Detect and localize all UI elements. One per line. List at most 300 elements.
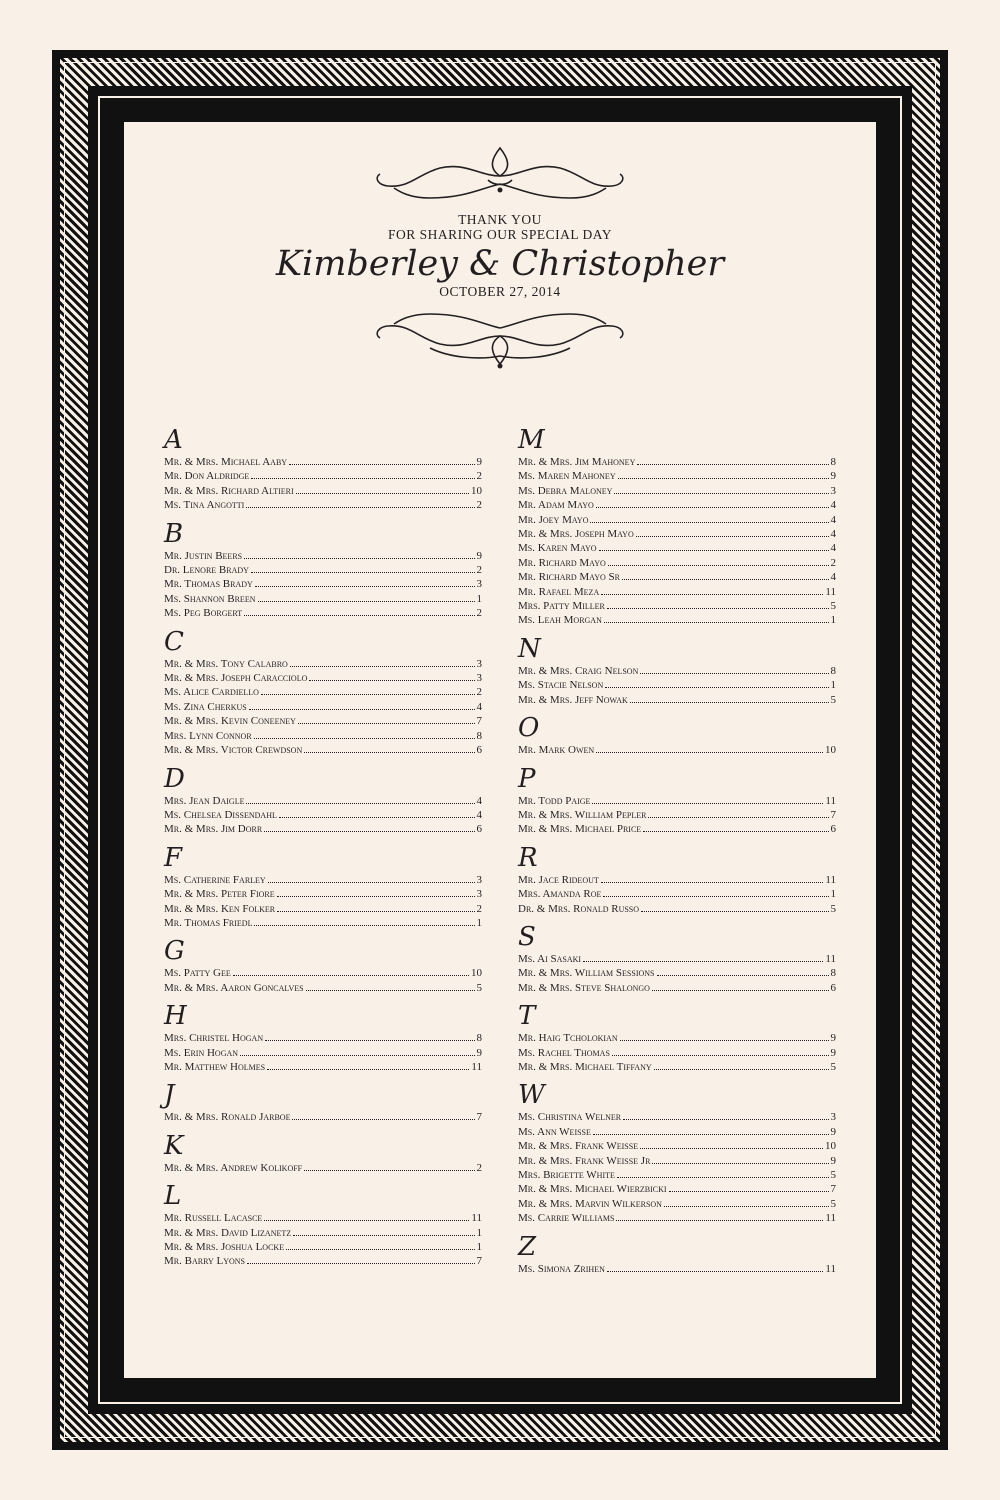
guest-name: Mr. & Mrs. Ken Folker [164, 902, 276, 915]
table-number: 5 [476, 981, 482, 994]
dot-leader [240, 1046, 474, 1056]
letter-section [164, 519, 482, 621]
table-number: 9 [830, 1032, 836, 1045]
letter-section [164, 764, 482, 837]
guest-entry [518, 952, 836, 966]
guest-entry [518, 873, 836, 887]
table-number: 4 [476, 794, 482, 807]
dot-leader [289, 455, 474, 465]
dot-leader [640, 1139, 823, 1149]
table-number: 5 [830, 693, 836, 706]
guest-entry [518, 678, 836, 692]
dot-leader [246, 794, 474, 804]
dot-leader [614, 484, 828, 494]
guest-entry [518, 484, 836, 498]
table-number: 3 [476, 888, 482, 901]
guest-name: Ms. Stacie Nelson [518, 679, 604, 692]
guest-entry [518, 902, 836, 916]
guest-name: Mr. & Mrs. Tony Calabro [164, 657, 288, 670]
letter-section [164, 425, 482, 513]
table-number: 7 [476, 1111, 482, 1124]
table-number: 9 [476, 549, 482, 562]
dot-leader [657, 966, 829, 976]
table-number: 6 [476, 744, 482, 757]
table-number: 5 [830, 1060, 836, 1073]
guest-entry [518, 1197, 836, 1211]
guest-name: Mrs. Brigette White [518, 1169, 615, 1181]
section-letter: J [164, 1080, 175, 1111]
table-number: 3 [476, 873, 482, 886]
table-number: 8 [476, 1032, 482, 1045]
dot-leader [607, 599, 829, 609]
section-letter: S [518, 921, 536, 952]
table-number: 11 [825, 952, 836, 965]
header [124, 140, 876, 410]
letter-section [164, 1131, 482, 1175]
dot-leader [277, 887, 475, 897]
section-letter: W [518, 1080, 545, 1111]
table-number: 3 [476, 578, 482, 591]
dot-leader [251, 563, 475, 573]
guest-name: Mr. Jace Rideout [518, 873, 599, 886]
table-number: 7 [476, 1255, 482, 1268]
guest-name: Mr. Barry Lyons [164, 1255, 245, 1268]
guest-name: Mr. & Mrs. Michael Aaby [164, 456, 288, 468]
table-number: 2 [476, 902, 482, 915]
dot-leader [641, 902, 828, 912]
table-number: 3 [476, 672, 482, 685]
guest-name: Ms. Rachel Thomas [518, 1046, 610, 1059]
table-number: 7 [830, 1183, 836, 1196]
guest-entry [164, 714, 482, 728]
table-number: 1 [476, 1226, 482, 1239]
guest-name: Mr. & Mrs. Frank Weisse [518, 1140, 639, 1153]
letter-section [518, 425, 836, 628]
guest-name: Mr. & Mrs. David Lizanetz [164, 1226, 292, 1239]
table-number: 4 [830, 571, 836, 584]
dot-leader [279, 808, 475, 818]
top-flourish-ornament [370, 140, 630, 208]
guest-name: Mr. & Mrs. Ronald Jarboe [164, 1111, 291, 1124]
section-letter: H [164, 1001, 187, 1032]
table-number: 5 [830, 902, 836, 915]
guest-entry [518, 664, 836, 678]
guest-name: Ms. Ai Sasaki [518, 952, 582, 965]
table-number: 2 [476, 1161, 482, 1174]
table-number: 1 [830, 679, 836, 692]
guest-entry [164, 1031, 482, 1045]
guest-name: Mr. & Mrs. Marvin Wilkerson [518, 1197, 662, 1210]
section-letter: F [164, 842, 183, 873]
dot-leader [296, 484, 469, 494]
guest-name: Mrs. Jean Daigle [164, 794, 245, 807]
table-number: 5 [830, 1169, 836, 1181]
guest-entry [164, 1046, 482, 1060]
dot-leader [601, 585, 823, 595]
guest-name: Mr. Todd Paige [518, 794, 591, 807]
table-number: 1 [830, 614, 836, 627]
guest-name: Mr. & Mrs. Joseph Mayo [518, 528, 634, 541]
table-number: 11 [825, 1262, 836, 1275]
dot-leader [603, 887, 828, 897]
guest-entry [164, 887, 482, 901]
guest-entry [518, 808, 836, 822]
letter-section [518, 634, 836, 707]
guest-name: Ms. Leah Morgan [518, 614, 602, 627]
guest-name: Mr. & Mrs. Craig Nelson [518, 664, 639, 677]
guest-name: Ms. Shannon Breen [164, 592, 256, 605]
guest-name: Ms. Tina Angotti [164, 499, 245, 512]
table-number: 10 [471, 967, 482, 980]
guest-name: Ms. Karen Mayo [518, 542, 597, 555]
dot-leader [268, 873, 475, 883]
guest-name: Ms. Catherine Farley [164, 873, 266, 886]
wedding-date: OCTOBER 27, 2014 [439, 284, 561, 299]
guest-name: Mr. Matthew Holmes [164, 1060, 266, 1073]
guest-entry [518, 1262, 836, 1276]
guest-name: Mr. & Mrs. Kevin Coneeney [164, 715, 296, 728]
table-number: 11 [825, 794, 836, 807]
guest-entry [518, 541, 836, 555]
guest-name: Mr. Russell Lacasce [164, 1212, 263, 1225]
dot-leader [622, 570, 829, 580]
guest-name: Mr. & Mrs. Michael Wierzbicki [518, 1183, 667, 1196]
dot-leader [255, 577, 475, 587]
guest-entry [164, 902, 482, 916]
dot-leader [304, 1161, 474, 1171]
dot-leader [247, 1254, 475, 1264]
dot-leader [623, 1110, 828, 1120]
table-number: 8 [830, 456, 836, 468]
dot-leader [246, 498, 474, 508]
guest-entry [518, 498, 836, 512]
dot-leader [652, 1154, 828, 1164]
guest-entry [518, 585, 836, 599]
dot-leader [590, 513, 828, 523]
section-letter: G [164, 936, 185, 967]
guest-entry [518, 513, 836, 527]
guest-entry [518, 570, 836, 584]
letter-section [164, 936, 482, 995]
table-number: 4 [830, 542, 836, 555]
guest-name: Mr. & Mrs. Jim Dorr [164, 823, 263, 836]
guest-name: Mrs. Patty Miller [518, 600, 605, 613]
dot-leader [607, 1262, 824, 1272]
table-number: 2 [830, 556, 836, 569]
guest-entry [164, 966, 482, 980]
thank-you-message [124, 212, 876, 242]
guest-entry [164, 822, 482, 836]
guest-name: Mr. & Mrs. Steve Shalongo [518, 981, 650, 994]
table-number: 11 [471, 1060, 482, 1073]
dot-leader [612, 1046, 829, 1056]
dot-leader [636, 527, 829, 537]
table-number: 9 [830, 1046, 836, 1059]
table-number: 11 [825, 585, 836, 598]
guest-name: Ms. Debra Maloney [518, 484, 613, 497]
guest-name: Dr. & Mrs. Ronald Russo [518, 902, 640, 915]
dot-leader [593, 1125, 829, 1135]
guest-name: Mr. & Mrs. Peter Fiore [164, 888, 275, 901]
guest-entry [164, 916, 482, 930]
table-number: 9 [830, 1125, 836, 1138]
dot-leader [640, 664, 828, 674]
table-number: 1 [476, 916, 482, 929]
guest-entry [164, 1240, 482, 1254]
dot-leader [608, 556, 829, 566]
dot-leader [583, 952, 823, 962]
thank-you-line-1: THANK YOU [458, 212, 542, 227]
letter-section [518, 1080, 836, 1225]
guest-entry [518, 469, 836, 483]
guest-entry [164, 1060, 482, 1074]
dot-leader [596, 743, 823, 753]
guest-name: Mr. Richard Mayo [518, 556, 606, 569]
guest-name: Mr. & Mrs. Richard Altieri [164, 484, 294, 497]
couple-names: Kimberley & Christopher [275, 244, 725, 284]
dot-leader [654, 1060, 829, 1070]
table-number: 1 [476, 592, 482, 605]
section-letter: R [518, 842, 538, 873]
dot-leader [604, 613, 829, 623]
guest-entry [518, 455, 836, 469]
section-letter: T [518, 1001, 536, 1032]
dot-leader [277, 902, 474, 912]
table-number: 4 [830, 499, 836, 512]
section-letter: P [518, 763, 536, 794]
dot-leader [265, 1031, 474, 1041]
table-number: 8 [830, 967, 836, 980]
guest-entry [164, 794, 482, 808]
table-number: 4 [476, 808, 482, 821]
guest-entry [164, 1211, 482, 1225]
guest-entry [164, 743, 482, 757]
section-letter: Z [518, 1231, 537, 1262]
dot-leader [643, 822, 828, 832]
table-number: 2 [476, 470, 482, 483]
dot-leader [616, 1211, 823, 1221]
guest-name: Mr. Haig Tcholokian [518, 1032, 618, 1045]
guest-name: Mr. Joey Mayo [518, 513, 589, 526]
dot-leader [233, 966, 469, 976]
table-number: 9 [476, 456, 482, 468]
table-number: 6 [830, 981, 836, 994]
guest-entry [164, 981, 482, 995]
guest-name: Mrs. Christel Hogan [164, 1032, 264, 1045]
section-letter: N [518, 633, 541, 664]
dot-leader [244, 549, 474, 559]
seating-column-left [164, 425, 482, 1275]
table-number: 3 [830, 484, 836, 497]
table-number: 4 [830, 513, 836, 526]
dot-leader [652, 981, 829, 991]
guest-entry [518, 981, 836, 995]
section-letter: D [164, 763, 185, 794]
dot-leader [264, 1211, 469, 1221]
dot-leader [605, 678, 828, 688]
dot-leader [304, 743, 474, 753]
section-letter: L [164, 1181, 182, 1212]
guest-entry [518, 1139, 836, 1153]
table-number: 2 [476, 564, 482, 577]
guest-name: Ms. Maren Mahoney [518, 470, 616, 483]
table-number: 7 [830, 808, 836, 821]
dot-leader [601, 873, 824, 883]
dot-leader [630, 693, 829, 703]
guest-entry [518, 794, 836, 808]
letter-section [164, 843, 482, 931]
dot-leader [251, 469, 474, 479]
guest-name: Mr. Mark Owen [518, 744, 595, 757]
guest-name: Mr. & Mrs. William Pepler [518, 808, 647, 821]
bottom-flourish-ornament [370, 300, 630, 372]
letter-section [518, 1001, 836, 1074]
table-number: 1 [830, 888, 836, 901]
guest-name: Mr. & Mrs. Michael Tiffany [518, 1060, 652, 1073]
dot-leader [599, 541, 829, 551]
guest-name: Mr. Thomas Brady [164, 578, 253, 591]
dot-leader [637, 455, 828, 465]
guest-entry [518, 822, 836, 836]
dot-leader [244, 606, 474, 616]
dot-leader [249, 700, 475, 710]
dot-leader [286, 1240, 474, 1250]
table-number: 4 [476, 700, 482, 713]
guest-name: Ms. Erin Hogan [164, 1046, 239, 1059]
guest-entry [518, 1154, 836, 1168]
letter-section [164, 1080, 482, 1124]
table-number: 2 [476, 499, 482, 512]
guest-name: Mr. & Mrs. Frank Weisse Jr [518, 1154, 651, 1167]
table-number: 8 [830, 664, 836, 677]
guest-name: Mr. & Mrs. Andrew Kolikoff [164, 1161, 303, 1174]
table-number: 2 [476, 686, 482, 699]
guest-name: Mrs. Lynn Connor [164, 729, 252, 742]
guest-entry [164, 498, 482, 512]
guest-entry [164, 729, 482, 743]
table-number: 10 [825, 744, 836, 757]
guest-entry [164, 1161, 482, 1175]
guest-name: Mr. Justin Beers [164, 549, 243, 562]
guest-entry [164, 549, 482, 563]
table-number: 5 [830, 1197, 836, 1210]
dot-leader [261, 685, 475, 695]
letter-section [518, 764, 836, 837]
section-letter: C [164, 626, 184, 657]
guest-name: Dr. Lenore Brady [164, 564, 249, 577]
guest-name: Ms. Ann Weisse [518, 1125, 591, 1138]
dot-leader [264, 822, 474, 832]
guest-name: Mr. & Mrs. Victor Crewdson [164, 744, 303, 757]
dot-leader [267, 1060, 469, 1070]
letter-section [518, 713, 836, 757]
dot-leader [620, 1031, 829, 1041]
guest-entry [164, 606, 482, 620]
guest-name: Mr. & Mrs. William Sessions [518, 967, 655, 980]
guest-entry [518, 1060, 836, 1074]
guest-entry [164, 808, 482, 822]
letter-section [518, 1232, 836, 1276]
guest-entry [518, 1211, 836, 1225]
table-number: 9 [830, 1154, 836, 1167]
letter-section [164, 627, 482, 758]
guest-entry [164, 671, 482, 685]
table-number: 11 [825, 1212, 836, 1225]
table-number: 6 [476, 823, 482, 836]
guest-entry [518, 527, 836, 541]
guest-name: Mr. Richard Mayo Sr [518, 571, 620, 584]
dot-leader [648, 808, 828, 818]
guest-entry [518, 1125, 836, 1139]
dot-leader [664, 1197, 829, 1207]
guest-name: Ms. Simona Zrihen [518, 1262, 605, 1275]
guest-name: Ms. Christina Welner [518, 1111, 622, 1124]
guest-name: Mr. Adam Mayo [518, 499, 594, 512]
table-number: 2 [476, 607, 482, 620]
section-letter: M [518, 425, 545, 455]
guest-entry [164, 700, 482, 714]
guest-entry [518, 556, 836, 570]
guest-entry [164, 592, 482, 606]
guest-entry [518, 599, 836, 613]
guest-entry [164, 484, 482, 498]
guest-name: Mr. Rafael Meza [518, 585, 600, 598]
guest-entry [518, 887, 836, 901]
guest-entry [518, 1046, 836, 1060]
dot-leader [596, 498, 829, 508]
table-number: 10 [825, 1140, 836, 1153]
guest-name: Mr. & Mrs. Jim Mahoney [518, 456, 636, 468]
thank-you-line-2: FOR SHARING OUR SPECIAL DAY [387, 227, 613, 242]
dot-leader [292, 1110, 474, 1120]
table-number: 4 [830, 528, 836, 541]
section-letter: O [518, 713, 540, 744]
section-letter: A [164, 425, 183, 455]
table-number: 7 [476, 715, 482, 728]
guest-name: Ms. Alice Cardiello [164, 686, 259, 699]
guest-name: Mr. & Mrs. Aaron Goncalves [164, 981, 304, 994]
guest-name: Mr. & Mrs. Jeff Nowak [518, 693, 628, 706]
dot-leader [254, 916, 474, 926]
guest-entry [518, 743, 836, 757]
guest-entry [518, 966, 836, 980]
letter-section [164, 1001, 482, 1074]
table-number: 11 [825, 873, 836, 886]
dot-leader [290, 657, 475, 667]
guest-entry [164, 455, 482, 469]
table-number: 3 [476, 657, 482, 670]
table-number: 6 [830, 823, 836, 836]
guest-name: Ms. Patty Gee [164, 967, 231, 980]
dot-leader [258, 592, 475, 602]
letter-section [518, 922, 836, 995]
dot-leader [618, 469, 829, 479]
guest-entry [164, 657, 482, 671]
guest-entry [518, 1110, 836, 1124]
guest-entry [518, 693, 836, 707]
guest-name: Mrs. Amanda Roe [518, 888, 602, 901]
guest-name: Mr. Thomas Friedl [164, 916, 253, 929]
dot-leader [293, 1226, 474, 1236]
table-number: 3 [830, 1111, 836, 1124]
guest-name: Ms. Zina Cherkus [164, 700, 247, 713]
table-number: 10 [471, 484, 482, 497]
guest-entry [164, 469, 482, 483]
seating-column-right [518, 425, 836, 1282]
section-letter: K [164, 1130, 184, 1161]
letter-section [518, 843, 836, 916]
table-number: 9 [830, 470, 836, 483]
